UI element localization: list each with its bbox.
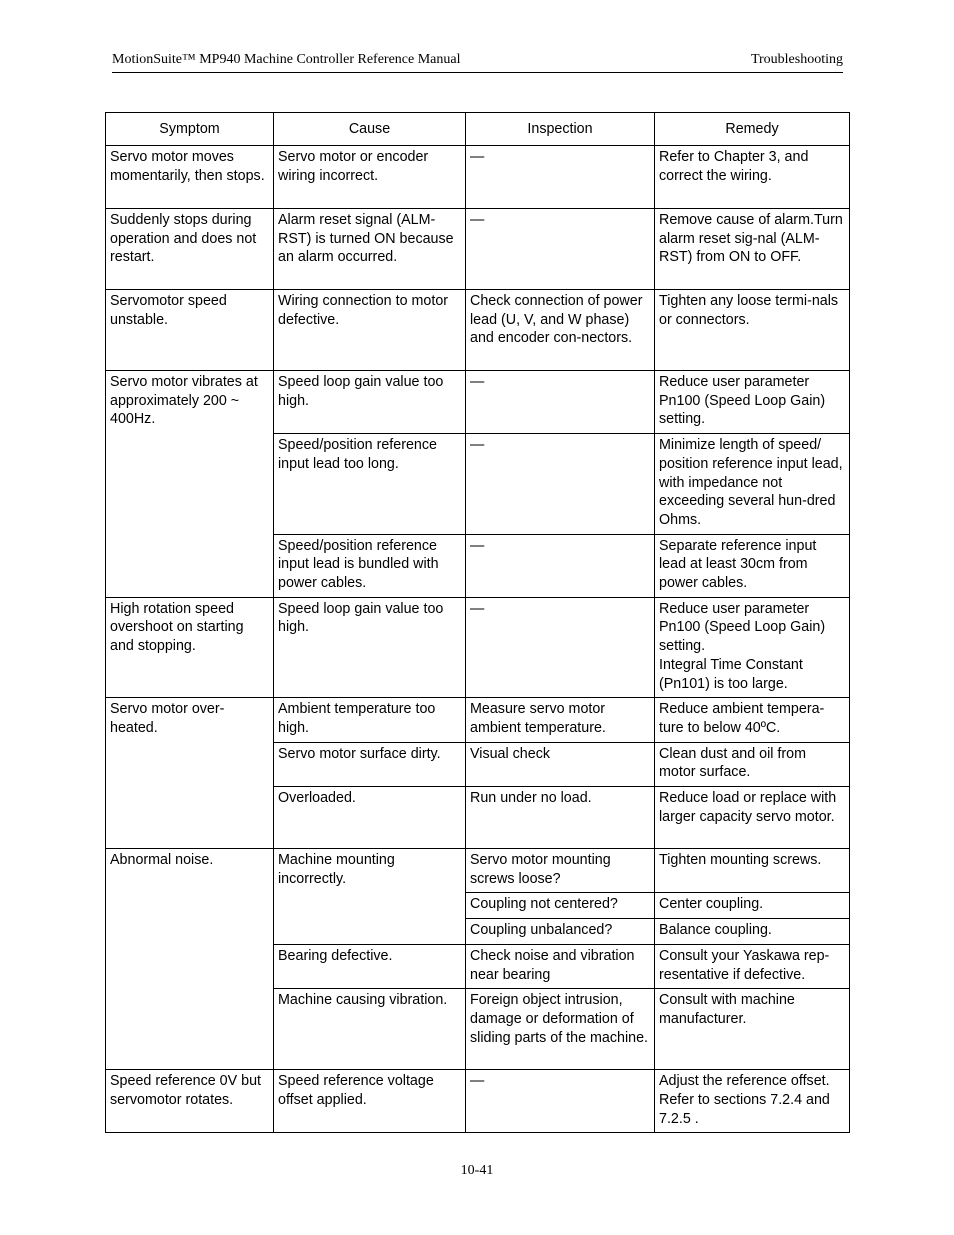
remedy-cell: Consult your Yaskawa rep-resentative if defective.	[655, 944, 850, 988]
cause-cell: Overloaded.	[274, 787, 466, 849]
inspection-cell: —	[466, 534, 655, 597]
remedy-cell: Consult with machine manufacturer.	[655, 989, 850, 1070]
inspection-cell: Visual check	[466, 742, 655, 786]
cause-cell: Alarm reset signal (ALM-RST) is turned ON because an alarm occurred.	[274, 209, 466, 290]
inspection-cell: Foreign object intrusion, damage or deformation of sliding parts of the machine.	[466, 989, 655, 1070]
column-header-cause: Cause	[274, 113, 466, 146]
troubleshooting-table	[105, 112, 850, 1133]
table-row	[106, 371, 850, 434]
cause-cell: Bearing defective.	[274, 944, 466, 988]
inspection-cell: —	[466, 434, 655, 535]
table-row	[106, 290, 850, 371]
symptom-cell: Servo motor vibrates at approximately 200 ~ 400Hz.	[106, 371, 274, 598]
remedy-cell: Minimize length of speed/ position reference input lead, with impedance not exceeding several hun-dred Ohms.	[655, 434, 850, 535]
inspection-cell: —	[466, 371, 655, 434]
symptom-cell: High rotation speed overshoot on starting and stopping.	[106, 597, 274, 698]
inspection-cell: —	[466, 209, 655, 290]
cause-cell: Machine mounting incorrectly.	[274, 849, 466, 945]
remedy-cell: Reduce user parameter Pn100 (Speed Loop Gain) setting.	[655, 371, 850, 434]
symptom-cell: Servo motor moves momentarily, then stops.	[106, 146, 274, 209]
remedy-text: Reduce user parameter Pn100 (Speed Loop Gain) setting.	[659, 600, 826, 655]
remedy-cell: Remove cause of alarm.Turn alarm reset sig-nal (ALM-RST) from ON to OFF.	[655, 209, 850, 290]
remedy-cell: Separate reference input lead at least 30cm from power cables.	[655, 534, 850, 597]
remedy-cell: Reduce ambient tempera-ture to below 40ºC.	[655, 698, 850, 742]
inspection-cell: Coupling not centered?	[466, 893, 655, 919]
table-row	[106, 1070, 850, 1133]
column-header-remedy: Remedy	[655, 113, 850, 146]
remedy-cell: Center coupling.	[655, 893, 850, 919]
table-row	[106, 209, 850, 290]
cause-cell: Servo motor surface dirty.	[274, 742, 466, 786]
page-number: 10-41	[460, 1163, 494, 1178]
inspection-cell: —	[466, 597, 655, 698]
manual-title: MotionSuite™ MP940 Machine Controller Reference Manual	[112, 52, 461, 67]
cause-cell: Speed/position reference input lead is bundled with power cables.	[274, 534, 466, 597]
inspection-cell: Servo motor mounting screws loose?	[466, 849, 655, 893]
remedy-cell: Reduce load or replace with larger capacity servo motor.	[655, 787, 850, 849]
cause-cell: Speed reference voltage offset applied.	[274, 1070, 466, 1133]
remedy-cell: Clean dust and oil from motor surface.	[655, 742, 850, 786]
remedy-cell: Tighten mounting screws.	[655, 849, 850, 893]
table-row	[106, 146, 850, 209]
remedy-cell: Balance coupling.	[655, 919, 850, 945]
table-header-row	[106, 113, 850, 146]
page-header	[112, 52, 843, 73]
remedy-cell: Tighten any loose termi-nals or connectors.	[655, 290, 850, 371]
table-row	[106, 597, 850, 698]
remedy-note: Integral Time Constant (Pn101) is too large.	[659, 656, 803, 692]
table-row	[106, 849, 850, 893]
remedy-cell: Refer to Chapter 3, and correct the wiring.	[655, 146, 850, 209]
cause-cell: Speed loop gain value too high.	[274, 597, 466, 698]
inspection-cell: Check connection of power lead (U, V, and W phase) and encoder con-nectors.	[466, 290, 655, 371]
cause-cell: Speed/position reference input lead too long.	[274, 434, 466, 535]
cause-cell: Wiring connection to motor defective.	[274, 290, 466, 371]
inspection-cell: Coupling unbalanced?	[466, 919, 655, 945]
table-row	[106, 698, 850, 742]
section-title: Troubleshooting	[750, 52, 843, 67]
cause-cell: Speed loop gain value too high.	[274, 371, 466, 434]
symptom-cell: Suddenly stops during operation and does not restart.	[106, 209, 274, 290]
inspection-cell: Check noise and vibration near bearing	[466, 944, 655, 988]
remedy-cell: Adjust the reference offset. Refer to sections 7.2.4 and 7.2.5 .	[655, 1070, 850, 1133]
remedy-cell	[655, 597, 850, 698]
column-header-inspection: Inspection	[466, 113, 655, 146]
symptom-cell: Servo motor over-heated.	[106, 698, 274, 849]
cause-cell: Machine causing vibration.	[274, 989, 466, 1070]
cause-cell: Servo motor or encoder wiring incorrect.	[274, 146, 466, 209]
inspection-cell: Measure servo motor ambient temperature.	[466, 698, 655, 742]
column-header-symptom: Symptom	[106, 113, 274, 146]
cause-cell: Ambient temperature too high.	[274, 698, 466, 742]
symptom-cell: Servomotor speed unstable.	[106, 290, 274, 371]
inspection-cell: —	[466, 1070, 655, 1133]
symptom-cell: Speed reference 0V but servomotor rotates.	[106, 1070, 274, 1133]
symptom-cell: Abnormal noise.	[106, 849, 274, 1070]
inspection-cell: Run under no load.	[466, 787, 655, 849]
inspection-cell: —	[466, 146, 655, 209]
